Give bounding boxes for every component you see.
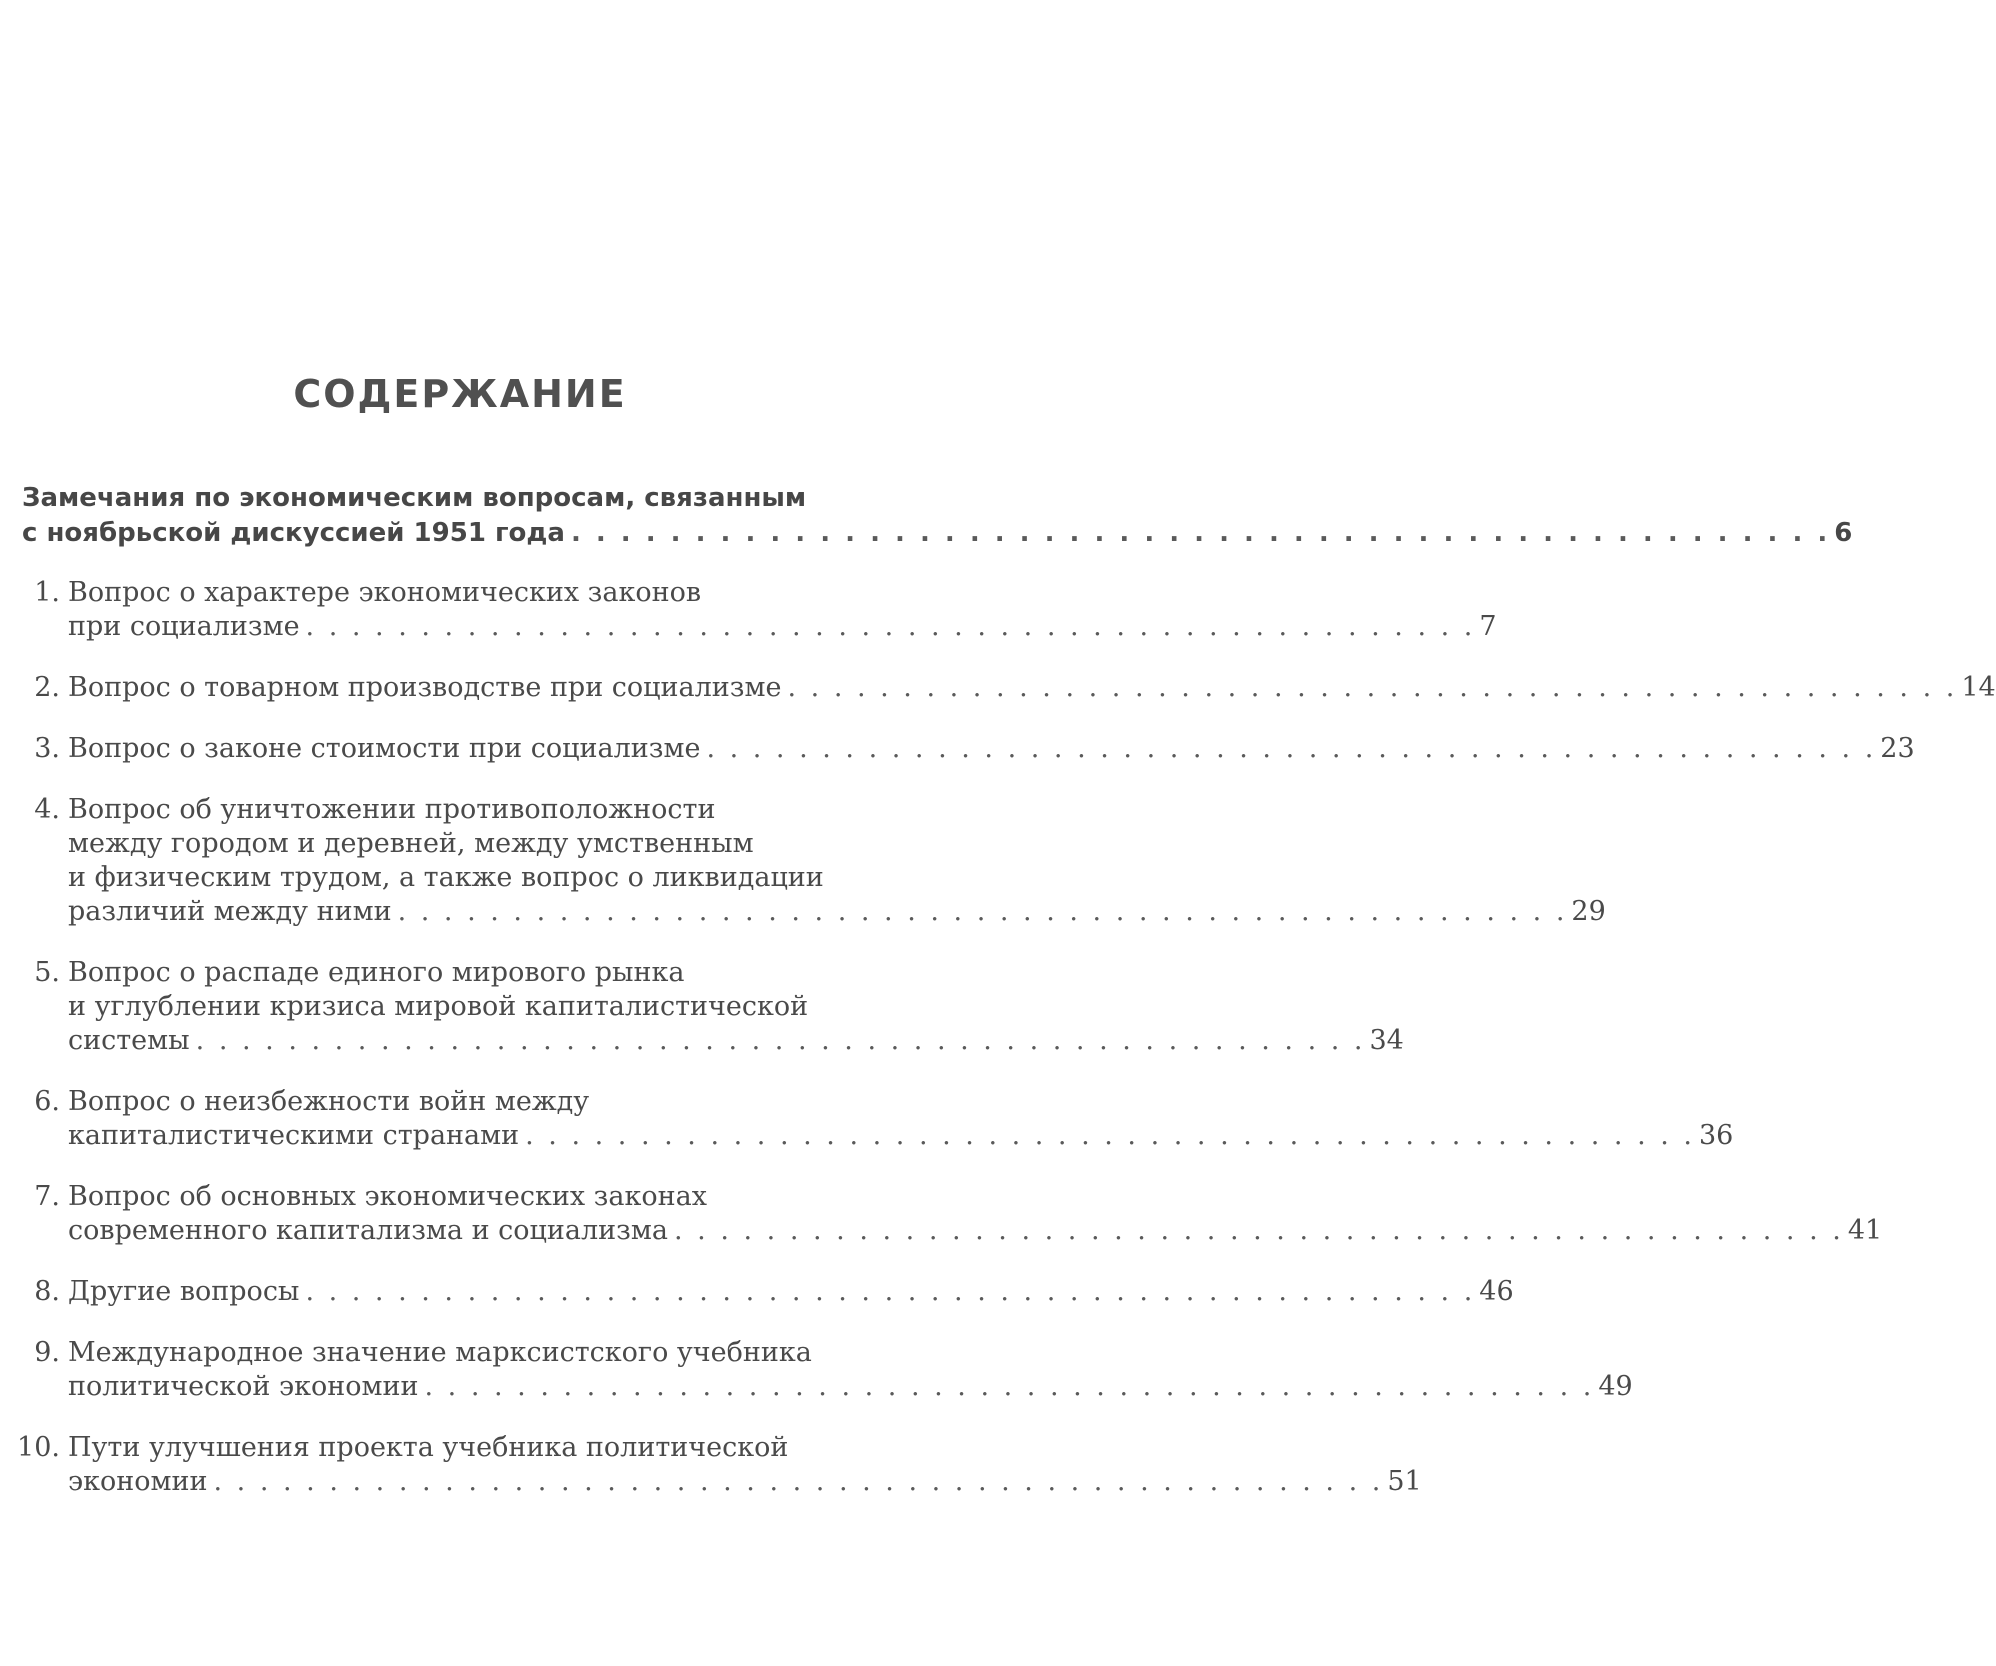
entry-lastline	[68, 1464, 1422, 1500]
entry-line: и углублении кризиса мировой капиталистической	[68, 991, 809, 1022]
entry-line: Вопрос о распаде единого мирового рынка	[68, 957, 685, 988]
entry-lastline	[68, 1023, 1404, 1059]
entry-line: Пути улучшения проекта учебника политической	[68, 1432, 789, 1463]
entry-line: системы	[68, 1025, 190, 1056]
page-title: СОДЕРЖАНИЕ	[293, 372, 627, 416]
leader-dots: . . . . . . . . . . . . . . . . . . . . . . . . . . . . . . . . . . . . . . . . . . . . . . . . . . .	[525, 1120, 1695, 1151]
entry-lastline	[68, 1369, 1633, 1405]
entry-line: Другие вопросы	[68, 1276, 300, 1307]
entry-line: Вопрос о товарном производстве при социализме	[68, 672, 782, 703]
entry-line: Вопрос об уничтожении противоположности	[68, 794, 716, 825]
page-number: 36	[1698, 1120, 1734, 1151]
entry-number: 4.	[34, 794, 60, 825]
entry-line: Вопрос о характере экономических законов	[68, 577, 702, 608]
entry-number: 7.	[34, 1181, 60, 1212]
page-number: 51	[1387, 1466, 1422, 1497]
leader-dots: . . . . . . . . . . . . . . . . . . . . . . . . . . . . . . . . . . . . . . . . . . . . . . . . . . .	[397, 896, 1568, 927]
entry-lastline	[68, 1274, 1514, 1310]
entry-line: Международное значение марксистского учебника	[68, 1337, 812, 1368]
entry-number: 3.	[34, 733, 60, 764]
leader-dots: . . . . . . . . . . . . . . . . . . . . . . . . . . . . . . . . . . . . . . . . . . . . . . . . . . .	[706, 733, 1877, 764]
entry-number: 5.	[34, 957, 60, 988]
leader-dots: . . . . . . . . . . . . . . . . . . . . . . . . . . . . . . . . . . . . . . . . . . . . . . . . . . .	[787, 672, 1958, 703]
page-number: 41	[1847, 1215, 1883, 1246]
leader-dots: . . . . . . . . . . . . . . . . . . . . . . . . . . . . . . . . . . . . . . . . . . . . . . . . . . .	[424, 1371, 1595, 1402]
entry-line: экономии	[68, 1466, 208, 1497]
leader-dots: . . . . . . . . . . . . . . . . . . . . . . . . . . . . . . . . . . . . . . . . . . . . . . . . . . .	[213, 1466, 1384, 1497]
entry-lastline	[68, 1118, 1734, 1154]
toc-intro-line: Замечания по экономическим вопросам, связанным	[22, 483, 807, 513]
page-number: 14	[1961, 672, 1996, 703]
entry-lastline	[68, 894, 1606, 930]
leader-dots: . . . . . . . . . . . . . . . . . . . . . . . . . . . . . . . . . . . . . . . . . . . . . . . . . . .	[570, 518, 1831, 548]
entry-line: капиталистическими странами	[68, 1120, 520, 1151]
entry-line: современного капитализма и социализма	[68, 1215, 668, 1246]
entry-lastline	[68, 670, 1996, 706]
entry-lastline	[68, 609, 1497, 645]
entry-lastline	[68, 1213, 1883, 1249]
toc-intro-lastline	[22, 515, 1853, 551]
entry-line: и физическим трудом, а также вопрос о ликвидации	[68, 862, 824, 893]
page-number: 49	[1598, 1371, 1633, 1402]
page-number: 7	[1479, 611, 1497, 642]
page-number: 29	[1571, 896, 1606, 927]
leader-dots: . . . . . . . . . . . . . . . . . . . . . . . . . . . . . . . . . . . . . . . . . . . . . . . . . . .	[305, 1276, 1476, 1307]
entry-number: 6.	[34, 1086, 60, 1117]
entry-line: при социализме	[68, 611, 300, 642]
entry-number: 9.	[34, 1337, 60, 1368]
leader-dots: . . . . . . . . . . . . . . . . . . . . . . . . . . . . . . . . . . . . . . . . . . . . . . . . . . .	[674, 1215, 1844, 1246]
page-number: 6	[1834, 518, 1853, 548]
entry-line: Вопрос об основных экономических законах	[68, 1181, 707, 1212]
entry-line: политической экономии	[68, 1371, 419, 1402]
leader-dots: . . . . . . . . . . . . . . . . . . . . . . . . . . . . . . . . . . . . . . . . . . . . . . . . . . .	[305, 611, 1476, 642]
entry-number: 10.	[17, 1432, 60, 1463]
entry-line: Вопрос о неизбежности войн между	[68, 1086, 590, 1117]
entry-number: 2.	[34, 672, 60, 703]
page-number: 23	[1880, 733, 1915, 764]
entry-number: 1.	[34, 577, 60, 608]
entry-number: 8.	[34, 1276, 60, 1307]
toc-intro-line: с ноябрьской дискуссией 1951 года	[22, 518, 565, 548]
entry-line: Вопрос о законе стоимости при социализме	[68, 733, 701, 764]
entry-line: между городом и деревней, между умственным	[68, 828, 754, 859]
page-number: 46	[1479, 1276, 1514, 1307]
entry-line: различий между ними	[68, 896, 392, 927]
leader-dots: . . . . . . . . . . . . . . . . . . . . . . . . . . . . . . . . . . . . . . . . . . . . . . . . . . .	[195, 1025, 1366, 1056]
page-number: 34	[1369, 1025, 1404, 1056]
entry-lastline	[68, 731, 1915, 767]
